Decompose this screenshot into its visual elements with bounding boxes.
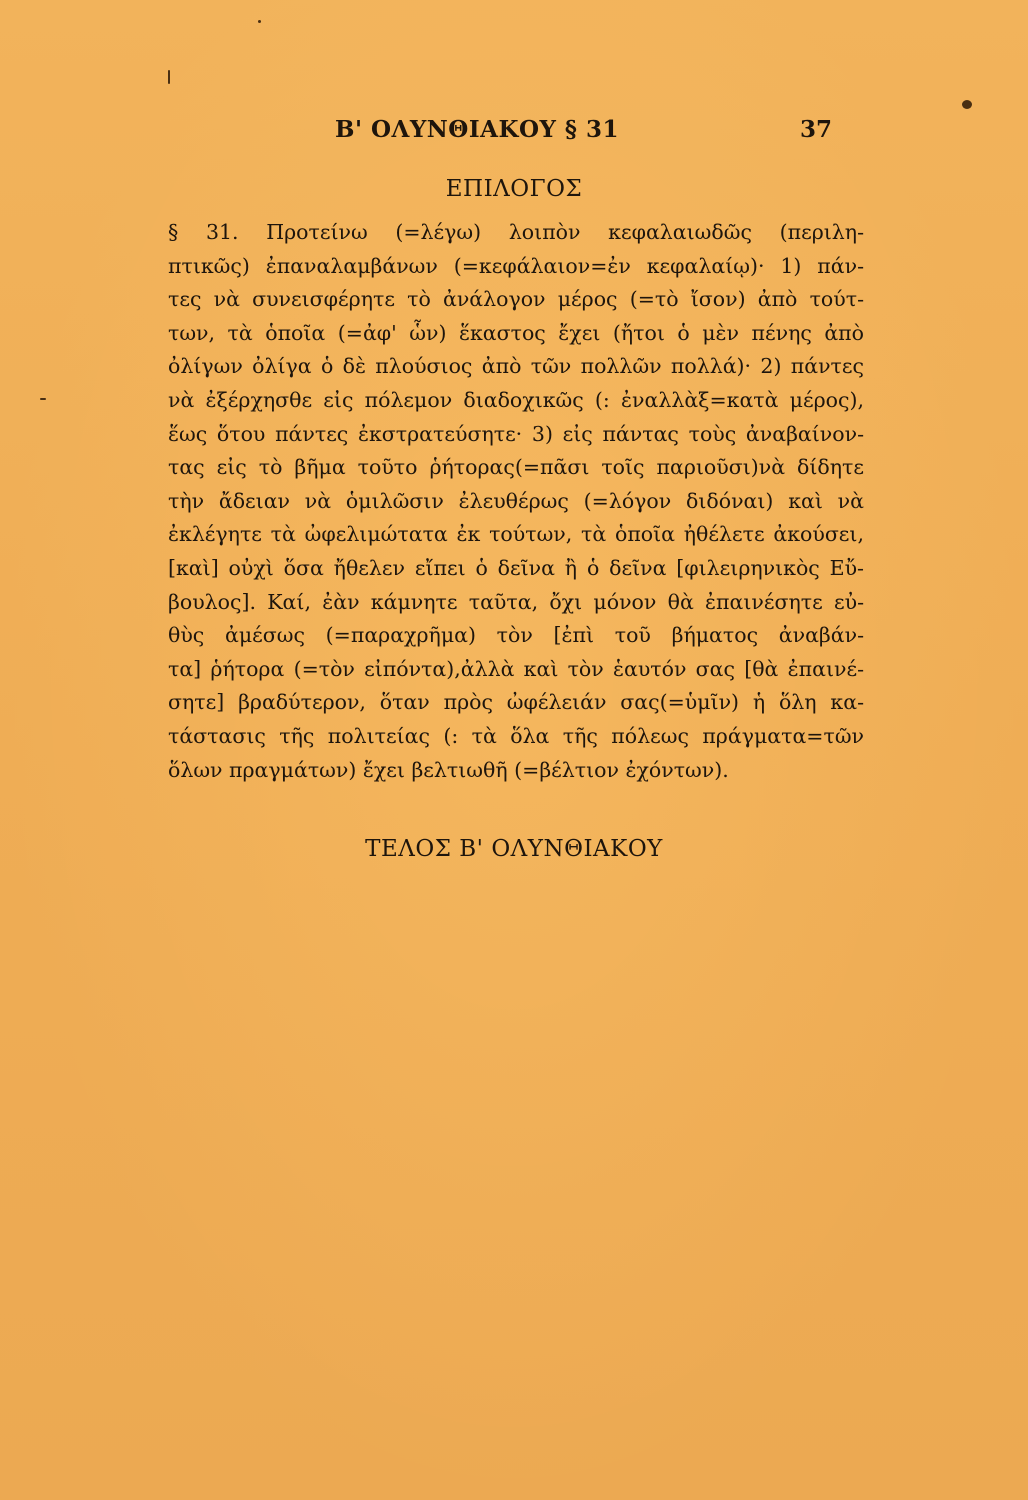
text-line: ἐκλέγητε τὰ ὠφελιμώτατα ἐκ τούτων, τὰ ὁποῖα ἠθέλετε ἀκούσει,: [168, 522, 864, 547]
text-line: θὺς ἀμέσως (=παραχρῆμα) τὸν [ἐπὶ τοῦ βήματος ἀναβάν-: [168, 623, 864, 648]
end-title: ΤΕΛΟΣ Β' ΟΛΥΝΘΙΑΚΟΥ: [365, 836, 663, 862]
text-line: τάστασις τῆς πολιτείας (: τὰ ὅλα τῆς πόλεως πράγματα=τῶν: [168, 723, 864, 748]
running-header: Β' ΟΛΥΝΘΙΑΚΟΥ § 31: [335, 116, 619, 143]
paper-speck: [258, 20, 261, 23]
text-line: πτικῶς) ἐπαναλαμβάνων (=κεφάλαιον=ἐν κεφαλαίῳ)· 1) πάν-: [168, 253, 864, 278]
text-line: σητε] βραδύτερον, ὅταν πρὸς ὠφέλειάν σας(=ὑμῖν) ἡ ὅλη κα-: [168, 690, 864, 715]
paper-speck: [962, 100, 972, 109]
text-line: τα] ῥήτορα (=τὸν εἰπόντα),ἀλλὰ καὶ τὸν ἑαυτόν σας [θὰ ἐπαινέ-: [168, 656, 864, 681]
section-title: ΕΠΙΛΟΓΟΣ: [445, 176, 583, 202]
text-line: § 31. Προτείνω (=λέγω) λοιπὸν κεφαλαιωδῶς (περιλη-: [168, 220, 864, 244]
paper-speck: [40, 398, 46, 400]
body-paragraph: [168, 216, 864, 787]
text-line: τὴν ἄδειαν νὰ ὁμιλῶσιν ἐλευθέρως (=λόγον διδόναι) καὶ νὰ: [168, 488, 864, 513]
page-number: 37: [800, 116, 833, 143]
paper-speck: [168, 70, 170, 84]
text-line: νὰ ἐξέρχησθε εἰς πόλεμον διαδοχικῶς (: ἐναλλὰξ=κατὰ μέρος),: [168, 387, 864, 412]
text-line: ἕως ὅτου πάντες ἐκστρατεύσητε· 3) εἰς πάντας τοὺς ἀναβαίνον-: [168, 421, 864, 446]
text-line: των, τὰ ὁποῖα (=ἀφ' ὧν) ἕκαστος ἔχει (ἤτοι ὁ μὲν πένης ἀπὸ: [168, 320, 864, 345]
text-line: βουλος]. Καί, ἐὰν κάμνητε ταῦτα, ὄχι μόνον θὰ ἐπαινέσητε εὐ-: [168, 589, 864, 614]
text-line: τες νὰ συνεισφέρητε τὸ ἀνάλογον μέρος (=τὸ ἴσον) ἀπὸ τούτ-: [168, 287, 864, 312]
text-line: ὅλων πραγμάτων) ἔχει βελτιωθῆ (=βέλτιον ἐχόντων).: [168, 757, 729, 782]
text-line: [καὶ] οὐχὶ ὅσα ἤθελεν εἴπει ὁ δεῖνα ἢ ὁ δεῖνα [φιλειρηνικὸς Εὔ-: [168, 555, 864, 580]
text-line: τας εἰς τὸ βῆμα τοῦτο ῥήτορας(=πᾶσι τοῖς παριοῦσι)νὰ δίδητε: [168, 455, 864, 480]
text-line: ὀλίγων ὀλίγα ὁ δὲ πλούσιος ἀπὸ τῶν πολλῶν πολλά)· 2) πάντες: [168, 354, 864, 379]
